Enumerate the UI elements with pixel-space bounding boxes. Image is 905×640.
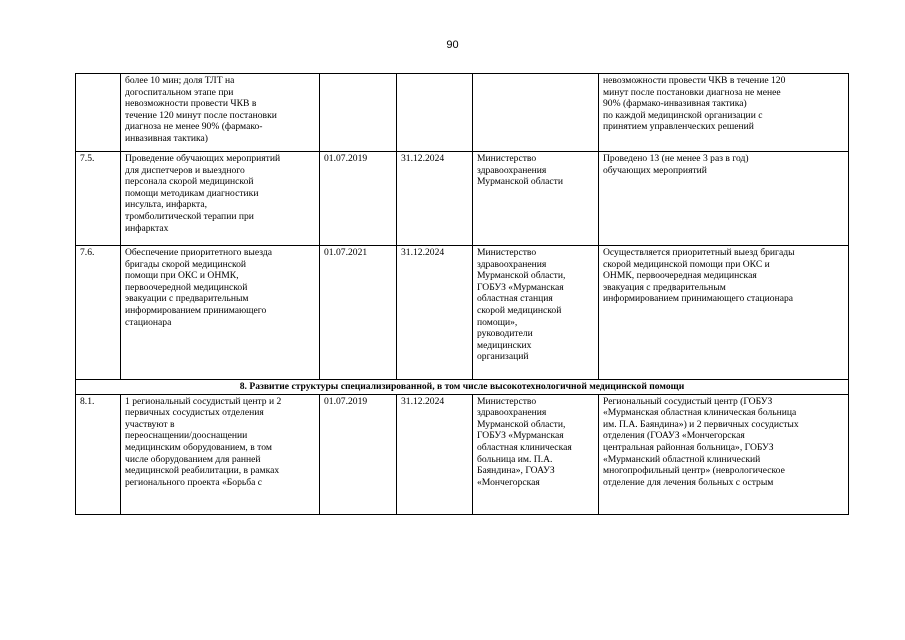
start-date-cell: 01.07.2019 bbox=[320, 152, 397, 246]
page-number: 90 bbox=[446, 39, 459, 51]
start-date-cell: 01.07.2021 bbox=[320, 246, 397, 380]
table-row bbox=[76, 152, 849, 246]
task-cell: Обеспечение приоритетного выезда бригады скорой медицинской помощи при ОКС и ОНМК, первоочередной медицинской эвакуации с предварительным информированием принимающего стационара bbox=[121, 246, 320, 380]
end-date-cell: 31.12.2024 bbox=[397, 394, 473, 514]
start-date-cell bbox=[320, 74, 397, 152]
task-cell: 1 региональный сосудистый центр и 2 первичных сосудистых отделения участвуют в переоснащении/дооснащении медицинским оборудованием, в том числе оборудованием для ранней медицинской реабилитации, в рамках регионального проекта «Борьба с bbox=[121, 394, 320, 514]
result-cell: Проведено 13 (не менее 3 раз в год) обучающих мероприятий bbox=[599, 152, 849, 246]
end-date-cell bbox=[397, 74, 473, 152]
measures-table bbox=[75, 73, 849, 515]
responsible-cell: Министерство здравоохранения Мурманской области bbox=[473, 152, 599, 246]
row-number: 7.6. bbox=[76, 246, 121, 380]
result-cell: Осуществляется приоритетный выезд бригады скорой медицинской помощи при ОКС и ОНМК, первоочередная медицинская эвакуация с предварительным информированием принимающего стационара bbox=[599, 246, 849, 380]
task-cell: более 10 мин; доля ТЛТ на догоспитальном этапе при невозможности провести ЧКВ в течение 120 минут после постановки диагноза не менее 90% (фармако- инвазивная тактика) bbox=[121, 74, 320, 152]
start-date-cell: 01.07.2019 bbox=[320, 394, 397, 514]
responsible-cell bbox=[473, 74, 599, 152]
row-number bbox=[76, 74, 121, 152]
section-header-row bbox=[76, 380, 849, 395]
table-row bbox=[76, 246, 849, 380]
task-cell: Проведение обучающих мероприятий для диспетчеров и выездного персонала скорой медицинской помощи методикам диагностики инсульта, инфаркта, тромболитической терапии при инфарктах bbox=[121, 152, 320, 246]
end-date-cell: 31.12.2024 bbox=[397, 246, 473, 380]
responsible-cell: Министерство здравоохранения Мурманской области, ГОБУЗ «Мурманская областная клиническая больница им. П.А. Баяндина», ГОАУЗ «Мончегорская bbox=[473, 394, 599, 514]
row-number: 8.1. bbox=[76, 394, 121, 514]
responsible-cell: Министерство здравоохранения Мурманской области, ГОБУЗ «Мурманская областная станция скорой медицинской помощи», руководители медицинских организаций bbox=[473, 246, 599, 380]
section-header: 8. Развитие структуры специализированной, в том числе высокотехнологичной медицинской помощи bbox=[76, 380, 849, 395]
table-row bbox=[76, 74, 849, 152]
end-date-cell: 31.12.2024 bbox=[397, 152, 473, 246]
table-row bbox=[76, 394, 849, 514]
result-cell: Региональный сосудистый центр (ГОБУЗ «Мурманская областная клиническая больница им. П.А. Баяндина») и 2 первичных сосудистых отделения (ГОАУЗ «Мончегорская центральная районная больница», ГОБУЗ «Мурманский областной клинический многопрофильный центр» (неврологическое отделение для лечения больных с острым bbox=[599, 394, 849, 514]
result-cell: невозможности провести ЧКВ в течение 120 минут после постановки диагноза не менее 90% (фармако-инвазивная тактика) по каждой медицинской организации с принятием управленческих решений bbox=[599, 74, 849, 152]
row-number: 7.5. bbox=[76, 152, 121, 246]
